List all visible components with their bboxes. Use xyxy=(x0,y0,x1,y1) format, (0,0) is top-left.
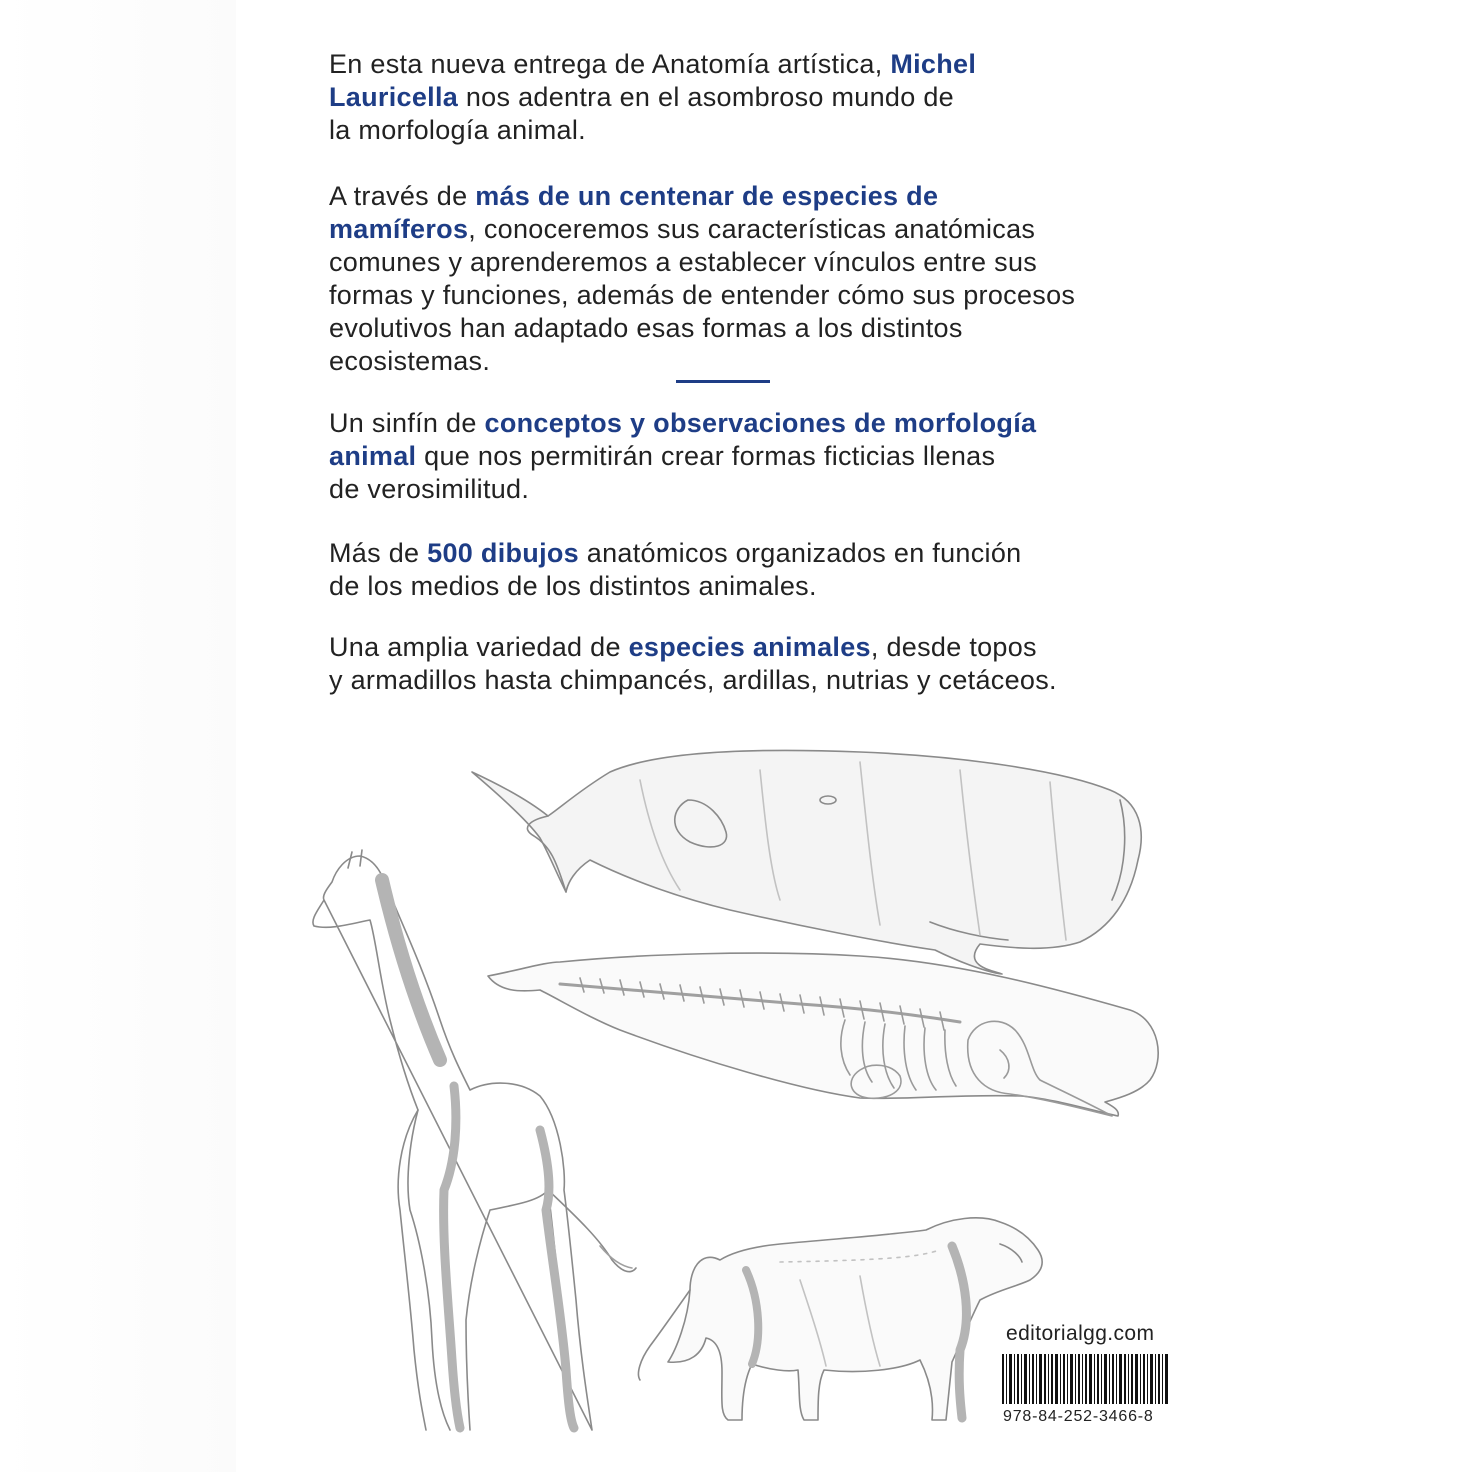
text-run: ecosistemas. xyxy=(329,346,491,376)
text-run: Más de xyxy=(329,538,428,568)
text-run: formas y funciones, además de entender cómo sus procesos xyxy=(329,280,1076,310)
highlight-text: especies animales xyxy=(628,632,871,662)
author-name-first: Michel xyxy=(890,49,977,79)
text-run: A través de xyxy=(329,181,476,211)
text-run: Una amplia variedad de xyxy=(329,632,629,662)
text-run: nos adentra en el asombroso mundo de xyxy=(458,82,954,112)
text-run: , desde topos xyxy=(870,632,1037,662)
barcode xyxy=(1002,1354,1170,1404)
text-run: , conoceremos sus características anatómicas xyxy=(468,214,1036,244)
highlight-text: animal xyxy=(329,441,417,471)
isbn: 978-84-252-3466-8 xyxy=(1003,1408,1154,1425)
text-run: de verosimilitud. xyxy=(329,474,530,504)
text-run: y armadillos hasta chimpancés, ardillas, nutrias y cetáceos. xyxy=(329,665,1057,695)
highlight-text: mamíferos xyxy=(329,214,469,244)
big-cat-drawing xyxy=(638,1218,1042,1420)
text-run: de los medios de los distintos animales. xyxy=(329,571,817,601)
text-run: la morfología animal. xyxy=(329,115,586,145)
highlight-text: conceptos y observaciones de morfología xyxy=(484,408,1037,438)
highlight-text: más de un centenar de especies de xyxy=(475,181,939,211)
text-run: que nos permitirán crear formas ficticias llenas xyxy=(416,441,996,471)
author-name-last: Lauricella xyxy=(329,82,459,112)
text-run: anatómicos organizados en función xyxy=(579,538,1022,568)
text-run: En esta nueva entrega de Anatomía artística, xyxy=(329,49,891,79)
publisher-url: editorialgg.com xyxy=(1006,1322,1155,1345)
text-run: evolutivos han adaptado esas formas a los distintos xyxy=(329,313,963,343)
highlight-text: 500 dibujos xyxy=(427,538,579,568)
giraffe-drawing xyxy=(313,850,636,1430)
text-run: comunes y aprenderemos a establecer vínculos entre sus xyxy=(329,247,1038,277)
sperm-whale-drawing xyxy=(472,750,1141,974)
text-run: Un sinfín de xyxy=(329,408,485,438)
whale-skeleton-drawing xyxy=(488,953,1158,1116)
